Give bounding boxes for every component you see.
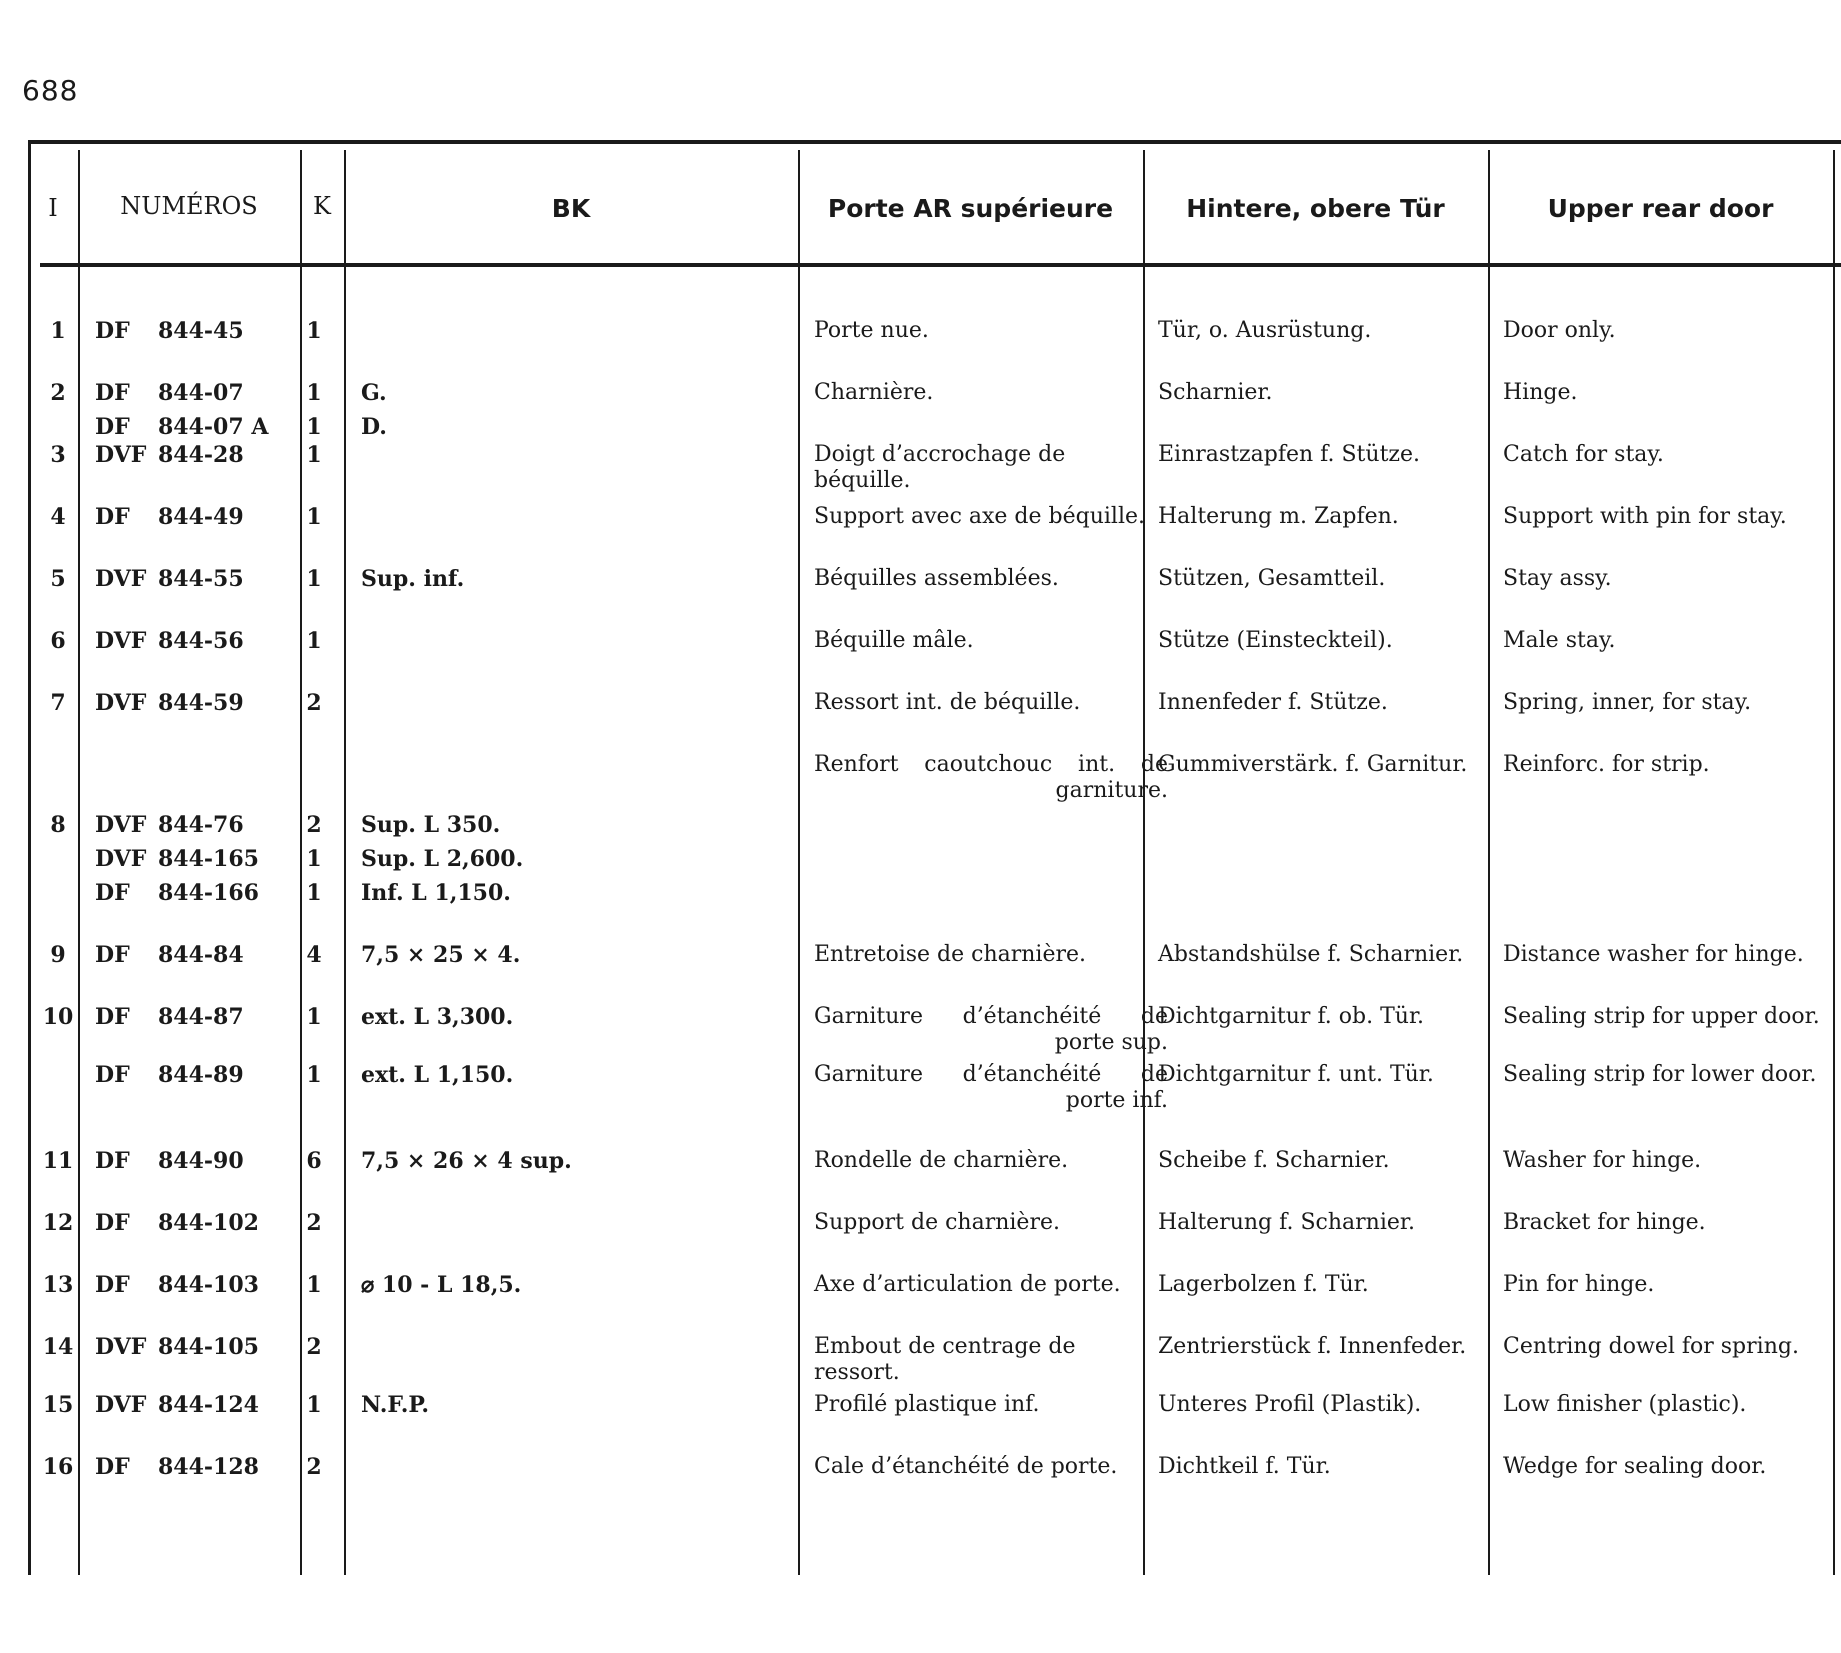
bk-note: Inf. L 1,150. <box>361 880 511 906</box>
parts-table <box>28 140 1841 1575</box>
quantity: 1 <box>306 1004 322 1030</box>
description-fr: Embout de centrage de ressort. <box>814 1334 1076 1385</box>
quantity: 1 <box>306 380 322 406</box>
page-number: 688 <box>22 74 79 107</box>
row-index: 2 <box>50 380 66 406</box>
description-de: Dichtgarnitur f. ob. Tür. <box>1158 1004 1425 1029</box>
part-number: 844-07 <box>158 380 244 406</box>
part-prefix: DF <box>95 942 130 968</box>
header-index: I <box>48 194 58 222</box>
col-rule-de <box>1488 150 1490 1575</box>
description-de: Dichtkeil f. Tür. <box>1158 1454 1331 1479</box>
description-fr: Porte nue. <box>814 318 929 343</box>
part-number: 844-90 <box>158 1148 244 1174</box>
header-numeros: NUMÉROS <box>120 192 258 220</box>
description-fr: Renfort caoutchouc int. de garniture. <box>814 752 1168 803</box>
part-prefix: DVF <box>95 1392 147 1418</box>
row-index: 16 <box>42 1454 74 1480</box>
quantity: 4 <box>306 942 322 968</box>
description-de: Stützen, Gesamtteil. <box>1158 566 1386 591</box>
description-fr: Doigt d’accrochage de béquille. <box>814 442 1066 493</box>
part-number: 844-84 <box>158 942 244 968</box>
part-number: 844-87 <box>158 1004 244 1030</box>
row-index: 5 <box>50 566 66 592</box>
quantity: 2 <box>306 1334 322 1360</box>
description-de: Tür, o. Ausrüstung. <box>1158 318 1372 343</box>
description-en: Sealing strip for upper door. <box>1503 1004 1820 1029</box>
part-prefix: DF <box>95 1210 130 1236</box>
col-rule-en <box>1833 150 1835 1575</box>
part-prefix: DVF <box>95 628 147 654</box>
row-index: 4 <box>50 504 66 530</box>
part-prefix: DF <box>95 1454 130 1480</box>
col-rule-k <box>344 150 346 1575</box>
bk-note: 7,5 × 26 × 4 sup. <box>361 1148 572 1174</box>
table-top-rule <box>28 140 1841 144</box>
part-number: 844-45 <box>158 318 244 344</box>
description-en: Hinge. <box>1503 380 1578 405</box>
description-de: Scharnier. <box>1158 380 1273 405</box>
description-en: Catch for stay. <box>1503 442 1664 467</box>
part-number: 844-103 <box>158 1272 259 1298</box>
description-en: Pin for hinge. <box>1503 1272 1655 1297</box>
quantity: 1 <box>306 846 322 872</box>
part-prefix: DF <box>95 880 130 906</box>
bk-note: N.F.P. <box>361 1392 429 1418</box>
description-de: Dichtgarnitur f. unt. Tür. <box>1158 1062 1434 1087</box>
bk-note: Sup. L 350. <box>361 812 501 838</box>
part-prefix: DVF <box>95 690 147 716</box>
description-fr: Béquilles assemblées. <box>814 566 1059 591</box>
table-header-rule <box>40 263 1841 267</box>
description-de: Lagerbolzen f. Tür. <box>1158 1272 1369 1297</box>
bk-note: ⌀ 10 - L 18,5. <box>361 1272 522 1298</box>
row-index: 14 <box>42 1334 74 1360</box>
description-en: Spring, inner, for stay. <box>1503 690 1752 715</box>
description-de: Halterung m. Zapfen. <box>1158 504 1399 529</box>
quantity: 1 <box>306 628 322 654</box>
description-fr: Profilé plastique inf. <box>814 1392 1040 1417</box>
description-fr: Ressort int. de béquille. <box>814 690 1081 715</box>
part-prefix: DF <box>95 1148 130 1174</box>
description-de: Halterung f. Scharnier. <box>1158 1210 1415 1235</box>
description-en: Sealing strip for lower door. <box>1503 1062 1817 1087</box>
header-en: Upper rear door <box>1547 193 1774 223</box>
row-index: 1 <box>50 318 66 344</box>
quantity: 1 <box>306 414 322 440</box>
part-prefix: DVF <box>95 566 147 592</box>
part-prefix: DVF <box>95 812 147 838</box>
description-en: Distance washer for hinge. <box>1503 942 1804 967</box>
row-index: 6 <box>50 628 66 654</box>
quantity: 1 <box>306 442 322 468</box>
part-number: 844-28 <box>158 442 244 468</box>
bk-note: Sup. inf. <box>361 566 465 592</box>
part-prefix: DF <box>95 1062 130 1088</box>
quantity: 2 <box>306 690 322 716</box>
description-de: Scheibe f. Scharnier. <box>1158 1148 1390 1173</box>
description-fr: Entretoise de charnière. <box>814 942 1087 967</box>
part-number: 844-89 <box>158 1062 244 1088</box>
description-en: Male stay. <box>1503 628 1616 653</box>
description-de: Zentrierstück f. Innenfeder. <box>1158 1334 1467 1359</box>
quantity: 1 <box>306 880 322 906</box>
quantity: 1 <box>306 318 322 344</box>
header-de: Hintere, obere Tür <box>1186 193 1445 223</box>
part-prefix: DVF <box>95 442 147 468</box>
part-number: 844-49 <box>158 504 244 530</box>
description-en: Bracket for hinge. <box>1503 1210 1706 1235</box>
header-k: K <box>313 192 331 220</box>
part-number: 844-07 A <box>158 414 269 440</box>
part-number: 844-124 <box>158 1392 259 1418</box>
header-bk: BK <box>551 193 591 223</box>
row-index: 3 <box>50 442 66 468</box>
col-rule-index <box>78 150 80 1575</box>
row-index: 9 <box>50 942 66 968</box>
description-en: Centring dowel for spring. <box>1503 1334 1799 1359</box>
description-fr: Garniture d’étanchéité de porte sup. <box>814 1004 1168 1055</box>
description-en: Support with pin for stay. <box>1503 504 1787 529</box>
row-index: 10 <box>42 1004 74 1030</box>
description-de: Einrastzapfen f. Stütze. <box>1158 442 1421 467</box>
part-number: 844-56 <box>158 628 244 654</box>
part-number: 844-166 <box>158 880 259 906</box>
bk-note: D. <box>361 414 387 440</box>
quantity: 1 <box>306 1392 322 1418</box>
part-number: 844-102 <box>158 1210 259 1236</box>
row-index: 12 <box>42 1210 74 1236</box>
description-fr: Cale d’étanchéité de porte. <box>814 1454 1118 1479</box>
part-number: 844-59 <box>158 690 244 716</box>
part-number: 844-55 <box>158 566 244 592</box>
part-prefix: DF <box>95 380 130 406</box>
description-de: Abstandshülse f. Scharnier. <box>1158 942 1464 967</box>
description-fr: Charnière. <box>814 380 934 405</box>
description-fr: Axe d’articulation de porte. <box>814 1272 1121 1297</box>
description-fr: Support avec axe de béquille. <box>814 504 1145 529</box>
part-number: 844-76 <box>158 812 244 838</box>
quantity: 2 <box>306 1454 322 1480</box>
part-prefix: DF <box>95 504 130 530</box>
col-rule-bk <box>798 150 800 1575</box>
bk-note: ext. L 1,150. <box>361 1062 514 1088</box>
part-prefix: DF <box>95 1272 130 1298</box>
description-fr: Rondelle de charnière. <box>814 1148 1069 1173</box>
quantity: 1 <box>306 566 322 592</box>
part-prefix: DF <box>95 1004 130 1030</box>
bk-note: ext. L 3,300. <box>361 1004 514 1030</box>
description-de: Innenfeder f. Stütze. <box>1158 690 1388 715</box>
description-de: Gummiverstärk. f. Garnitur. <box>1158 752 1468 777</box>
row-index: 7 <box>50 690 66 716</box>
quantity: 1 <box>306 1272 322 1298</box>
description-fr: Béquille mâle. <box>814 628 974 653</box>
description-en: Stay assy. <box>1503 566 1612 591</box>
quantity: 1 <box>306 504 322 530</box>
quantity: 6 <box>306 1148 322 1174</box>
row-index: 15 <box>42 1392 74 1418</box>
part-number: 844-128 <box>158 1454 259 1480</box>
quantity: 1 <box>306 1062 322 1088</box>
part-prefix: DVF <box>95 846 147 872</box>
part-prefix: DF <box>95 318 130 344</box>
description-en: Low finisher (plastic). <box>1503 1392 1747 1417</box>
row-index: 13 <box>42 1272 74 1298</box>
bk-note: G. <box>361 380 387 406</box>
description-en: Wedge for sealing door. <box>1503 1454 1767 1479</box>
part-number: 844-165 <box>158 846 259 872</box>
description-en: Door only. <box>1503 318 1616 343</box>
quantity: 2 <box>306 812 322 838</box>
quantity: 2 <box>306 1210 322 1236</box>
part-prefix: DF <box>95 414 130 440</box>
row-index: 11 <box>42 1148 74 1174</box>
description-de: Stütze (Einsteckteil). <box>1158 628 1393 653</box>
bk-note: Sup. L 2,600. <box>361 846 524 872</box>
row-index: 8 <box>50 812 66 838</box>
description-fr: Support de charnière. <box>814 1210 1060 1235</box>
description-fr: Garniture d’étanchéité de porte inf. <box>814 1062 1168 1113</box>
header-fr: Porte AR supérieure <box>827 193 1114 223</box>
description-de: Unteres Profil (Plastik). <box>1158 1392 1422 1417</box>
part-prefix: DVF <box>95 1334 147 1360</box>
description-en: Washer for hinge. <box>1503 1148 1702 1173</box>
part-number: 844-105 <box>158 1334 259 1360</box>
bk-note: 7,5 × 25 × 4. <box>361 942 521 968</box>
description-en: Reinforc. for strip. <box>1503 752 1710 777</box>
